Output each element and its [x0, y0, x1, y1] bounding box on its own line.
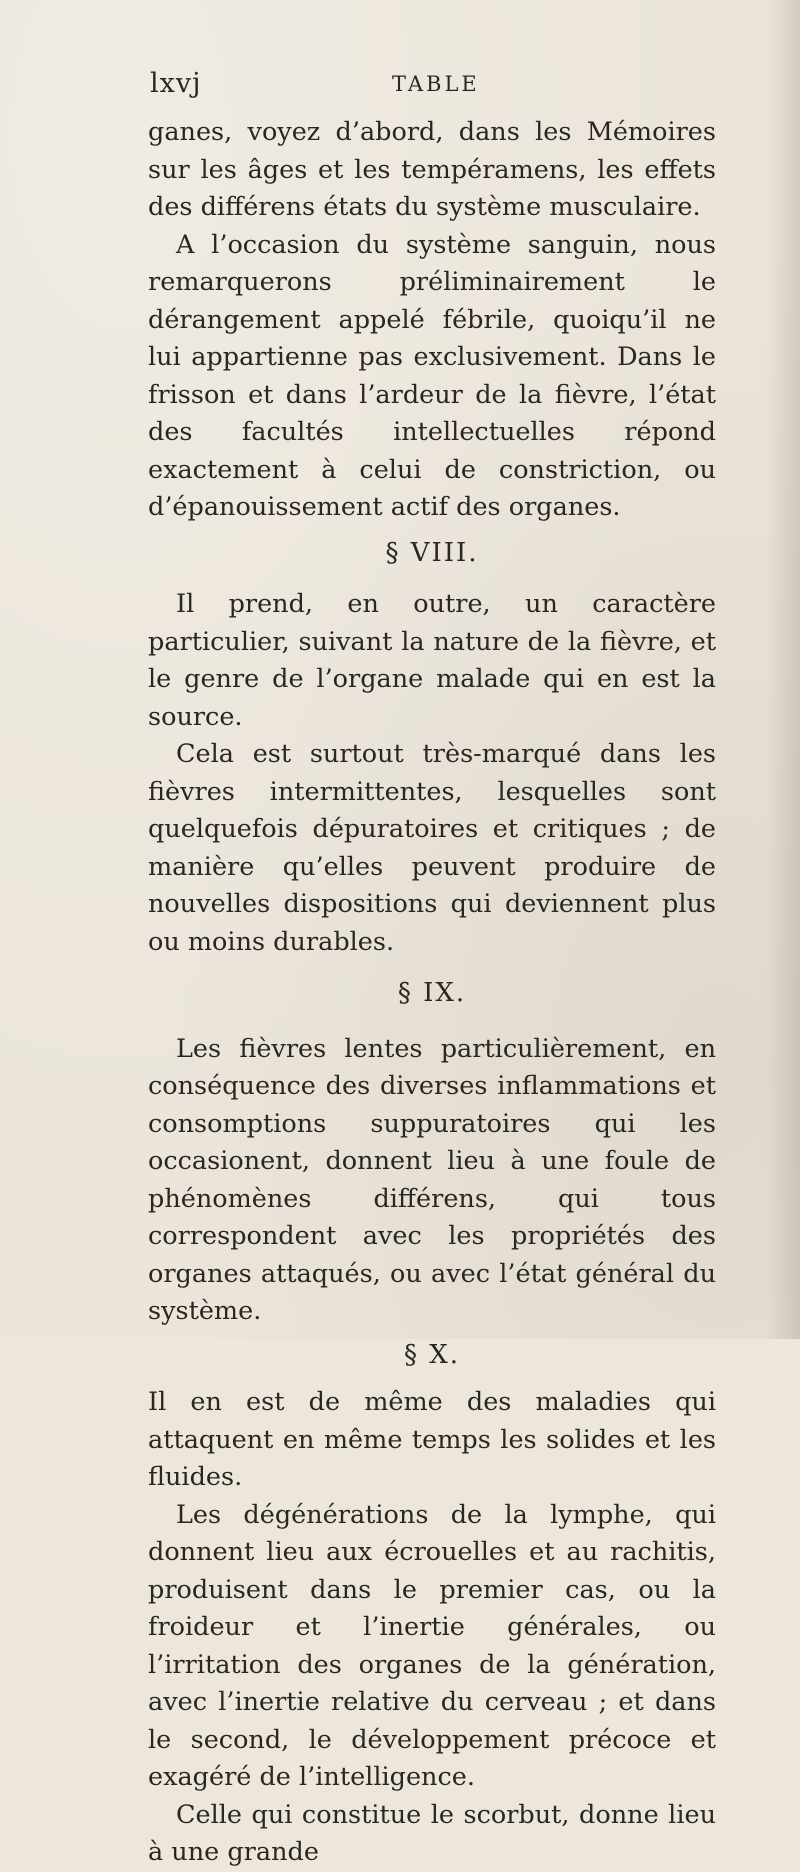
page-edge-shadow: [766, 0, 800, 1339]
paragraph: Il prend, en outre, un caractère particulier, suivant la nature de la fièvre, et le genre de l’organe malade qui en est la source.: [148, 589, 716, 732]
page-number: lxvj: [150, 68, 202, 99]
running-head: TABLE: [392, 72, 480, 96]
page-header: [150, 68, 710, 108]
paragraph: Les dégénérations de la lymphe, qui donnent lieu aux écrouelles et au rachitis, produisent dans le premier cas, ou la froideur et l’inertie générales, ou l’irritation des organes de la génération, avec l’inertie relative du cerveau ; et dans le second, le développement précoce et exagéré de l’intelligence.: [148, 1499, 716, 1792]
paragraph: Il en est de même des maladies qui attaquent en même temps les solides et les fluides.: [148, 1387, 716, 1492]
section-heading: § X.: [403, 1339, 461, 1370]
paragraph: Celle qui constitue le scorbut, donne lieu à une grande: [148, 1799, 716, 1867]
section-heading: § IX.: [397, 978, 467, 1008]
body-text: [148, 110, 716, 1872]
section-heading: § VIII.: [385, 537, 479, 568]
paragraph: ganes, voyez d’abord, dans les Mémoires sur les âges et les tempéramens, les effets des différens états du système musculaire.: [148, 117, 716, 222]
paragraph: Cela est surtout très-marqué dans les fièvres intermittentes, lesquelles sont quelquefois dépuratoires et critiques ; de manière qu’elles peuvent produire de nouvelles dispositions qui deviennent plus ou moins durables.: [148, 739, 716, 957]
paragraph: A l’occasion du système sanguin, nous remarquerons préliminairement le dérangement appelé fébrile, quoiqu’il ne lui appartienne pas exclusivement. Dans le frisson et dans l’ardeur de la fièvre, l’état des facultés intellectuelles répond exactement à celui de constriction, ou d’épanouissement actif des organes.: [148, 229, 716, 522]
paragraph: Les fièvres lentes particulièrement, en conséquence des diverses inflammations et consomptions suppuratoires qui les occasionent, donnent lieu à une foule de phénomènes différens, qui tous correspondent avec les propriétés des organes attaqués, ou avec l’état général du système.: [148, 1033, 716, 1326]
